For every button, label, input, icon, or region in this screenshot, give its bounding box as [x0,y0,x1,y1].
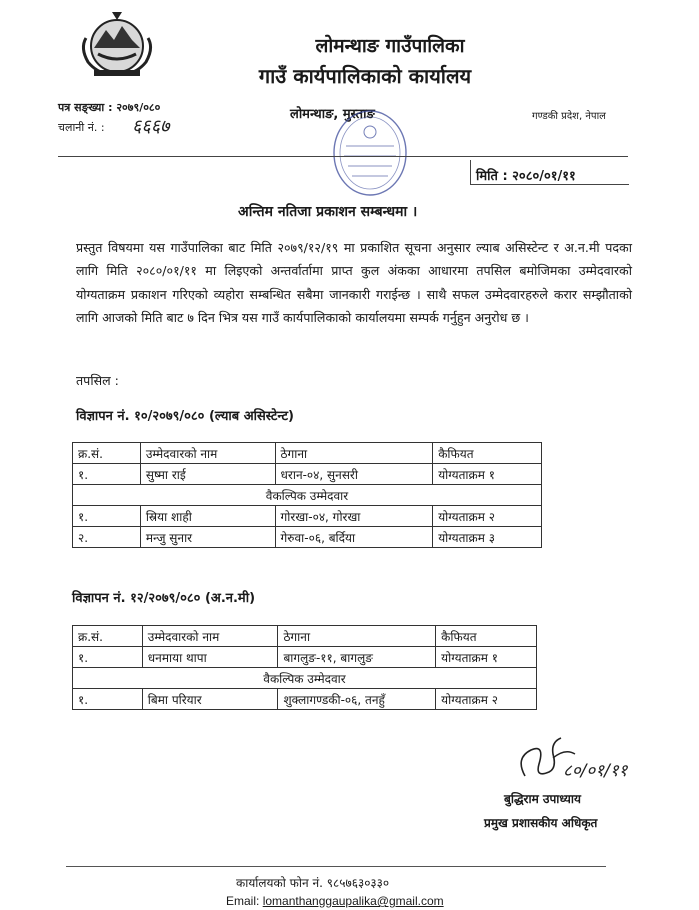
header-divider [58,156,628,157]
col-header-remark: कैफियत [436,626,537,647]
cell-remark: योग्यताक्रम २ [433,506,542,527]
cell-address: गेरुवा-०६, बर्दिया [275,527,433,548]
body-paragraph: प्रस्तुत विषयमा यस गाउँपालिका बाट मिति २०७९/१२/१९ मा प्रकाशित सूचना अनुसार ल्याब असिस्टेन्ट र अ.न.मी पदका लागि मिति २०८०/०१/११ मा लिइएको अन्तर्वार्तामा प्राप्त कुल अंकका आधारमा तपसिल बमोजिमका उम्मेदवारको योग्यताक्रम प्रकाशन गरिएको व्यहोरा सम्बन्धित सबैमा जानकारी गराईन्छ । साथै सफल उम्मेदवारहरुले करार सम्झौताको लागि आजको मिति बाट ७ दिन भित्र यस गाउँ कार्यपालिकाको कार्यालयमा सम्पर्क गर्नुहुन अनुरोध छ । [76,240,632,326]
cell-sn: २. [73,527,141,548]
col-header-address: ठेगाना [275,443,433,464]
letter-date: मिति : २०८०/०१/११ [476,169,576,184]
province-label: गण्डकी प्रदेश, नेपाल [532,111,606,122]
cell-remark: योग्यताक्रम १ [436,647,537,668]
alternate-header-row [73,668,537,689]
office-name: गाउँ कार्यपालिकाको कार्यालय [258,64,472,88]
table-header-row [73,626,537,647]
email-link[interactable]: lomanthanggaupalika@gmail.com [262,894,444,908]
col-header-sn: क्र.सं. [73,443,141,464]
cell-remark: योग्यताक्रम १ [433,464,542,485]
col-header-remark: कैफियत [433,443,542,464]
cell-sn: १. [73,506,141,527]
dispatch-number-handwritten: ६६६७ [132,116,170,137]
col-header-address: ठेगाना [278,626,436,647]
email-line [226,894,444,908]
office-phone: कार्यालयको फोन नं. ९८५७६३०३३० [236,876,390,890]
table-row [73,464,542,485]
office-location: लोमन्थाङ, मुस्ताङ [290,107,375,122]
advert-1-results-table [72,442,542,548]
footer-divider [66,866,606,867]
alternate-candidates-label: वैकल्पिक उम्मेदवार [73,485,542,506]
cell-name: सुष्मा राई [140,464,275,485]
advert-1-title: विज्ञापन नं. १०/२०७९/०८० (ल्याब असिस्टेन्ट) [76,409,294,424]
cell-sn: १. [73,647,143,668]
government-emblem-logo [76,8,158,80]
cell-address: धरान-०४, सुनसरी [275,464,433,485]
cell-sn: १. [73,689,143,710]
table-header-row [73,443,542,464]
dispatch-number-label: चलानी नं. : [58,121,105,134]
cell-name: बिमा परियार [142,689,278,710]
cell-name: धनमाया थापा [142,647,278,668]
cell-sn: १. [73,464,141,485]
cell-address: गोरखा-०४, गोरखा [275,506,433,527]
details-label: तपसिल : [76,373,119,388]
cell-name: स्रिया शाही [140,506,275,527]
signatory-title: प्रमुख प्रशासकीय अधिकृत [484,816,598,830]
table-row [73,689,537,710]
col-header-sn: क्र.सं. [73,626,143,647]
cell-address: बागलुङ-११, बागलुङ [278,647,436,668]
advert-2-results-table [72,625,537,710]
table-row [73,506,542,527]
table-row [73,647,537,668]
alternate-header-row [73,485,542,506]
svg-text:८०/०१/११: ८०/०१/११ [563,761,628,781]
cell-remark: योग्यताक्रम ३ [433,527,542,548]
official-stamp [330,108,410,198]
cell-address: शुक्लागण्डकी-०६, तनहुँ [278,689,436,710]
subject-line: अन्तिम नतिजा प्रकाशन सम्बन्धमा । [238,204,418,220]
advert-2-title: विज्ञापन नं. १२/२०७९/०८० (अ.न.मी) [72,591,256,606]
cell-name: मन्जु सुनार [140,527,275,548]
email-label: Email: [226,894,260,908]
letter-number: पत्र सङ्ख्या : २०७९/०८० [58,101,161,114]
organization-name: लोमन्थाङ गाउँपालिका [315,35,465,57]
alternate-candidates-label: वैकल्पिक उम्मेदवार [73,668,537,689]
signatory-name: बुद्धिराम उपाध्याय [504,792,581,806]
handwritten-signature [505,728,655,788]
cell-remark: योग्यताक्रम २ [436,689,537,710]
table-row [73,527,542,548]
col-header-name: उम्मेदवारको नाम [140,443,275,464]
col-header-name: उम्मेदवारको नाम [142,626,278,647]
